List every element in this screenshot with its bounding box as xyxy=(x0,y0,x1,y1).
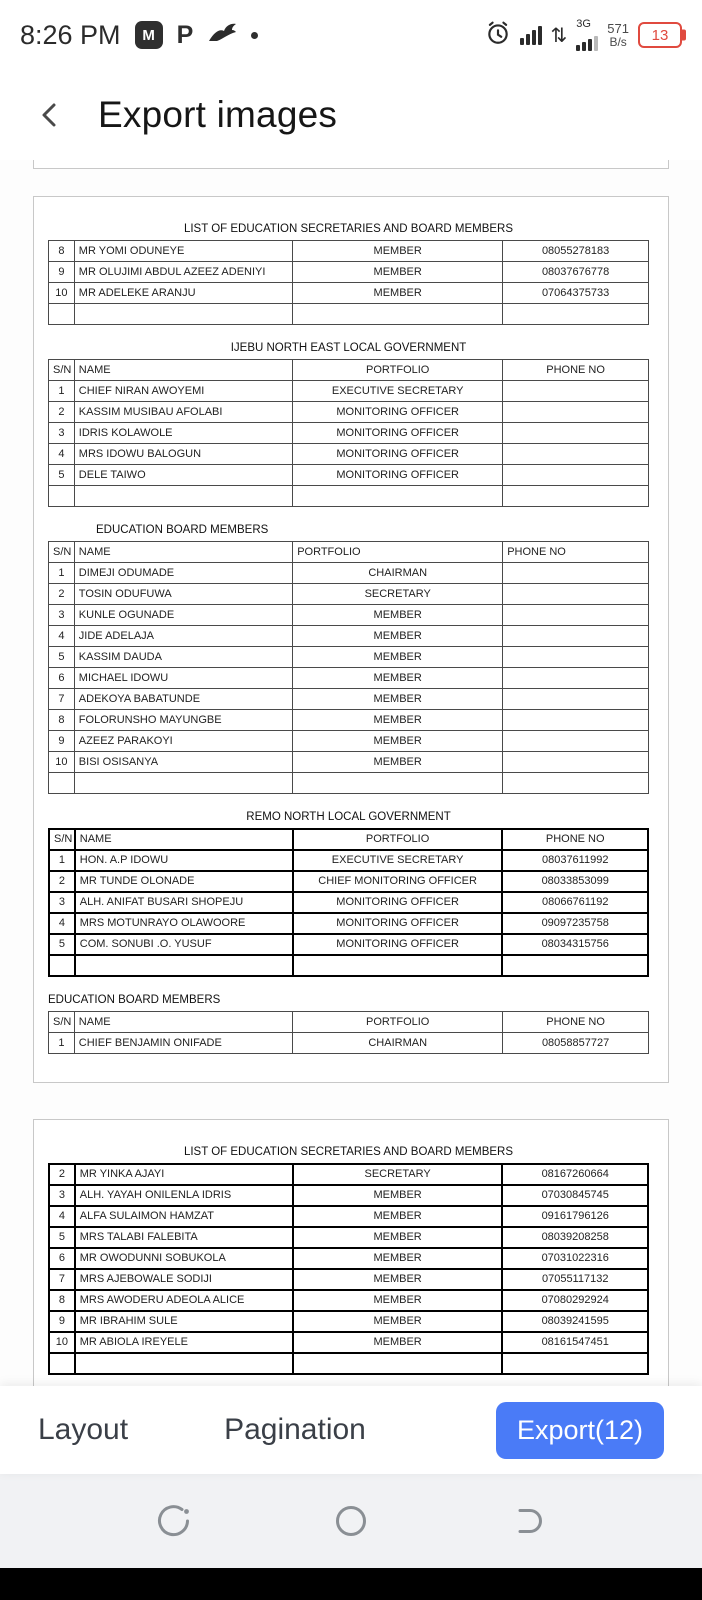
table-cell xyxy=(503,668,649,689)
back-button[interactable] xyxy=(28,93,72,137)
table-row xyxy=(49,605,649,626)
table-row xyxy=(49,381,649,402)
table-cell xyxy=(503,486,649,507)
table-cell: MEMBER xyxy=(293,262,503,283)
table-cell: 08037611992 xyxy=(502,850,648,871)
table-cell xyxy=(293,304,503,325)
table-cell: MEMBER xyxy=(293,605,503,626)
table-cell: JIDE ADELAJA xyxy=(74,626,292,647)
table-cell xyxy=(503,465,649,486)
table-cell xyxy=(74,773,292,794)
table-cell xyxy=(502,955,648,976)
table-cell: 3 xyxy=(49,605,75,626)
table-cell: 2 xyxy=(49,584,75,605)
table-row xyxy=(49,465,649,486)
table-cell: KUNLE OGUNADE xyxy=(74,605,292,626)
table-cell: 2 xyxy=(49,402,75,423)
network-speed-indicator xyxy=(607,22,629,48)
table-cell xyxy=(49,955,75,976)
table-cell: 08034315756 xyxy=(502,934,648,955)
document-table xyxy=(48,1011,649,1054)
alarm-icon xyxy=(485,20,511,51)
table-cell: 7 xyxy=(49,1269,75,1290)
table-cell: MEMBER xyxy=(293,241,503,262)
table-cell xyxy=(503,773,649,794)
table-row xyxy=(49,752,649,773)
battery-icon xyxy=(638,22,682,48)
table-cell xyxy=(503,563,649,584)
table-row xyxy=(49,689,649,710)
table-cell: MR OLUJIMI ABDUL AZEEZ ADENIYI xyxy=(74,262,292,283)
table-cell: MEMBER xyxy=(293,689,503,710)
table-row xyxy=(49,1227,648,1248)
column-header: PORTFOLIO xyxy=(293,360,503,381)
table-cell: 1 xyxy=(49,563,75,584)
table-cell: 07064375733 xyxy=(503,283,649,304)
table-cell: CHAIRMAN xyxy=(293,563,503,584)
export-button[interactable]: Export(12) xyxy=(496,1402,664,1459)
table-row xyxy=(49,773,649,794)
section-title: EDUCATION BOARD MEMBERS xyxy=(96,524,269,536)
table-cell xyxy=(49,304,75,325)
back-nav-button[interactable] xyxy=(504,1497,552,1545)
table-row xyxy=(49,1290,648,1311)
table-cell xyxy=(293,773,503,794)
table-cell: 8 xyxy=(49,710,75,731)
table-cell: MEMBER xyxy=(293,1227,503,1248)
table-row xyxy=(49,1185,648,1206)
table-cell: MEMBER xyxy=(293,626,503,647)
table-cell: 08161547451 xyxy=(502,1332,648,1353)
table-cell: MR TUNDE OLONADE xyxy=(75,871,293,892)
column-header: PHONE NO xyxy=(503,542,649,563)
table-cell: 08058857727 xyxy=(503,1033,649,1054)
table-cell: 09097235758 xyxy=(502,913,648,934)
pagination-button[interactable]: Pagination xyxy=(224,1413,366,1446)
recents-icon xyxy=(155,1502,193,1540)
table-cell xyxy=(74,486,292,507)
table-cell: 07055117132 xyxy=(502,1269,648,1290)
table-cell: 08167260664 xyxy=(502,1164,648,1185)
column-header: NAME xyxy=(75,829,293,850)
table-cell: MEMBER xyxy=(293,710,503,731)
column-header: S/N xyxy=(49,360,75,381)
table-row xyxy=(49,1164,648,1185)
table-cell: 9 xyxy=(49,1311,75,1332)
table-cell xyxy=(503,731,649,752)
table-row xyxy=(49,423,649,444)
table-row xyxy=(49,262,649,283)
table-cell: 2 xyxy=(49,871,75,892)
table-row xyxy=(49,731,649,752)
table-cell: 4 xyxy=(49,1206,75,1227)
table-cell xyxy=(503,647,649,668)
table-cell: 10 xyxy=(49,752,75,773)
table-header-row xyxy=(49,360,649,381)
table-row xyxy=(49,304,649,325)
table-cell: MONITORING OFFICER xyxy=(293,444,503,465)
table-row xyxy=(49,647,649,668)
table-header-row xyxy=(49,829,648,850)
column-header: PORTFOLIO xyxy=(293,542,503,563)
table-cell: CHIEF MONITORING OFFICER xyxy=(293,871,503,892)
section-title: LIST OF EDUCATION SECRETARIES AND BOARD MEMBERS xyxy=(183,1146,514,1158)
table-row xyxy=(49,1269,648,1290)
bottom-black-bar xyxy=(0,1568,702,1600)
table-cell: CHIEF BENJAMIN ONIFADE xyxy=(74,1033,292,1054)
table-cell: 6 xyxy=(49,668,75,689)
table-cell: 6 xyxy=(49,1248,75,1269)
status-right-cluster xyxy=(485,19,682,51)
table-cell: FOLORUNSHO MAYUNGBE xyxy=(74,710,292,731)
column-header: S/N xyxy=(49,542,75,563)
table-row xyxy=(49,1033,649,1054)
table-cell: EXECUTIVE SECRETARY xyxy=(293,850,503,871)
table-cell: MEMBER xyxy=(293,1332,503,1353)
document-table xyxy=(48,359,649,507)
table-cell: 08066761192 xyxy=(502,892,648,913)
table-cell: MEMBER xyxy=(293,752,503,773)
table-section xyxy=(48,522,649,794)
recents-button[interactable] xyxy=(150,1497,198,1545)
table-section xyxy=(48,221,649,325)
table-cell: 1 xyxy=(49,850,75,871)
table-cell: MONITORING OFFICER xyxy=(293,423,503,444)
document-table xyxy=(48,1163,649,1375)
table-cell: 10 xyxy=(49,283,75,304)
table-cell: MONITORING OFFICER xyxy=(293,465,503,486)
header xyxy=(0,70,702,160)
mobile-data-icon xyxy=(576,19,598,51)
table-cell: MRS TALABI FALEBITA xyxy=(75,1227,293,1248)
table-row xyxy=(49,668,649,689)
column-header: S/N xyxy=(49,1012,75,1033)
overflow-dot-icon xyxy=(251,32,258,39)
table-section xyxy=(48,340,649,507)
table-row xyxy=(49,710,649,731)
table-cell: KASSIM DAUDA xyxy=(74,647,292,668)
section-title: LIST OF EDUCATION SECRETARIES AND BOARD MEMBERS xyxy=(183,223,514,235)
table-cell: MEMBER xyxy=(293,731,503,752)
signal-bars-icon xyxy=(520,25,542,45)
table-row xyxy=(49,871,648,892)
table-cell: MEMBER xyxy=(293,1311,503,1332)
table-cell: HON. A.P IDOWU xyxy=(75,850,293,871)
android-nav-bar xyxy=(0,1474,702,1568)
column-header: PHONE NO xyxy=(503,1012,649,1033)
table-row xyxy=(49,1248,648,1269)
table-cell xyxy=(503,423,649,444)
table-cell xyxy=(49,773,75,794)
table-row xyxy=(49,955,648,976)
table-cell: MRS IDOWU BALOGUN xyxy=(74,444,292,465)
table-cell: 08033853099 xyxy=(502,871,648,892)
document-table xyxy=(48,240,649,325)
table-cell: MR ADELEKE ARANJU xyxy=(74,283,292,304)
table-cell xyxy=(503,689,649,710)
table-row xyxy=(49,1353,648,1374)
section-title: IJEBU NORTH EAST LOCAL GOVERNMENT xyxy=(230,342,467,354)
table-cell xyxy=(503,710,649,731)
table-cell: DELE TAIWO xyxy=(74,465,292,486)
table-row xyxy=(49,1332,648,1353)
table-cell: MONITORING OFFICER xyxy=(293,913,503,934)
table-cell xyxy=(503,752,649,773)
table-row xyxy=(49,486,649,507)
table-cell: 08037676778 xyxy=(503,262,649,283)
section-title: REMO NORTH LOCAL GOVERNMENT xyxy=(246,811,451,823)
table-cell: MEMBER xyxy=(293,1248,503,1269)
layout-button[interactable]: Layout xyxy=(38,1413,129,1446)
table-cell xyxy=(503,444,649,465)
column-header: PORTFOLIO xyxy=(293,829,503,850)
table-row xyxy=(49,892,648,913)
table-cell: 1 xyxy=(49,381,75,402)
table-cell: MR OWODUNNI SOBUKOLA xyxy=(75,1248,293,1269)
table-cell xyxy=(293,1353,503,1374)
table-cell: MEMBER xyxy=(293,668,503,689)
column-header: NAME xyxy=(74,360,292,381)
back-icon xyxy=(509,1502,547,1540)
bottom-toolbar xyxy=(0,1386,702,1474)
column-header: S/N xyxy=(49,829,75,850)
clock-time: 8:26 PM xyxy=(20,19,121,50)
table-cell xyxy=(49,1353,75,1374)
table-cell: IDRIS KOLAWOLE xyxy=(74,423,292,444)
table-cell: 8 xyxy=(49,241,75,262)
document-table xyxy=(48,828,649,977)
table-cell: 07080292924 xyxy=(502,1290,648,1311)
status-bar xyxy=(0,0,702,70)
table-cell xyxy=(503,304,649,325)
table-cell: 08039241595 xyxy=(502,1311,648,1332)
table-cell: 3 xyxy=(49,423,75,444)
table-cell: ALH. ANIFAT BUSARI SHOPEJU xyxy=(75,892,293,913)
document-table xyxy=(48,541,649,794)
table-cell: KASSIM MUSIBAU AFOLABI xyxy=(74,402,292,423)
table-section xyxy=(48,809,649,977)
table-cell: AZEEZ PARAKOYI xyxy=(74,731,292,752)
table-cell xyxy=(503,626,649,647)
table-cell: MRS AWODERU ADEOLA ALICE xyxy=(75,1290,293,1311)
table-cell: 10 xyxy=(49,1332,75,1353)
table-cell: 4 xyxy=(49,626,75,647)
table-cell xyxy=(503,402,649,423)
table-row xyxy=(49,402,649,423)
table-cell: MR YOMI ODUNEYE xyxy=(74,241,292,262)
table-header-row xyxy=(49,1012,649,1033)
table-cell: MONITORING OFFICER xyxy=(293,402,503,423)
table-cell: MEMBER xyxy=(293,1206,503,1227)
speed-value: 571 xyxy=(607,20,629,36)
bird-notification-icon xyxy=(207,21,237,50)
table-cell: BISI OSISANYA xyxy=(74,752,292,773)
table-cell: 1 xyxy=(49,1033,75,1054)
table-row xyxy=(49,850,648,871)
table-cell: 3 xyxy=(49,1185,75,1206)
table-cell: 08055278183 xyxy=(503,241,649,262)
table-cell xyxy=(503,605,649,626)
table-cell: 5 xyxy=(49,1227,75,1248)
page-title: Export images xyxy=(98,94,338,135)
chevron-left-icon xyxy=(33,98,67,132)
section-title: EDUCATION BOARD MEMBERS xyxy=(48,994,221,1006)
page-card xyxy=(33,196,669,1083)
table-cell xyxy=(293,486,503,507)
table-cell: MEMBER xyxy=(293,1269,503,1290)
table-row xyxy=(49,444,649,465)
table-cell: 8 xyxy=(49,1290,75,1311)
network-type-label: 3G xyxy=(576,18,591,30)
table-cell: 07030845745 xyxy=(502,1185,648,1206)
battery-percent: 13 xyxy=(651,26,669,44)
table-cell: MEMBER xyxy=(293,283,503,304)
table-header-row xyxy=(49,542,649,563)
table-row xyxy=(49,241,649,262)
document-preview[interactable] xyxy=(0,160,702,1386)
table-cell xyxy=(75,1353,293,1374)
table-cell: ALH. YAYAH ONILENLA IDRIS xyxy=(75,1185,293,1206)
table-cell: MICHAEL IDOWU xyxy=(74,668,292,689)
table-row xyxy=(49,1206,648,1227)
home-button[interactable] xyxy=(327,1497,375,1545)
table-cell: 5 xyxy=(49,647,75,668)
table-cell: MRS MOTUNRAYO OLAWOORE xyxy=(75,913,293,934)
table-cell: 7 xyxy=(49,689,75,710)
table-cell: ADEKOYA BABATUNDE xyxy=(74,689,292,710)
network-activity-arrows-icon: ⇅ xyxy=(550,24,568,47)
pages-container xyxy=(33,196,669,1386)
column-header: PORTFOLIO xyxy=(293,1012,503,1033)
table-section xyxy=(48,1144,649,1375)
table-cell: MEMBER xyxy=(293,1185,503,1206)
table-cell: DIMEJI ODUMADE xyxy=(74,563,292,584)
table-cell: 09161796126 xyxy=(502,1206,648,1227)
table-row xyxy=(49,1311,648,1332)
table-row xyxy=(49,283,649,304)
table-row xyxy=(49,563,649,584)
table-cell: ALFA SULAIMON HAMZAT xyxy=(75,1206,293,1227)
table-cell: 07031022316 xyxy=(502,1248,648,1269)
table-cell: MR YINKA AJAYI xyxy=(75,1164,293,1185)
table-cell: 2 xyxy=(49,1164,75,1185)
table-cell: 4 xyxy=(49,913,75,934)
table-cell: 4 xyxy=(49,444,75,465)
table-cell: MRS AJEBOWALE SODIJI xyxy=(75,1269,293,1290)
column-header: PHONE NO xyxy=(502,829,648,850)
table-cell: COM. SONUBI .O. YUSUF xyxy=(75,934,293,955)
page-card-partial xyxy=(33,160,669,169)
table-cell: SECRETARY xyxy=(293,584,503,605)
column-header: NAME xyxy=(74,1012,292,1033)
table-cell: EXECUTIVE SECRETARY xyxy=(293,381,503,402)
speed-unit: B/s xyxy=(609,34,627,49)
table-row xyxy=(49,584,649,605)
table-cell: CHIEF NIRAN AWOYEMI xyxy=(74,381,292,402)
table-cell: 3 xyxy=(49,892,75,913)
table-cell xyxy=(502,1353,648,1374)
table-cell: MEMBER xyxy=(293,1290,503,1311)
table-row xyxy=(49,626,649,647)
table-cell: SECRETARY xyxy=(293,1164,503,1185)
p-app-notification-icon: P xyxy=(176,20,194,49)
table-cell: 9 xyxy=(49,262,75,283)
table-cell: MONITORING OFFICER xyxy=(293,934,503,955)
column-header: NAME xyxy=(74,542,292,563)
app-notification-icon: M xyxy=(135,21,163,49)
table-cell: CHAIRMAN xyxy=(293,1033,503,1054)
column-header: PHONE NO xyxy=(503,360,649,381)
table-cell xyxy=(293,955,503,976)
table-cell xyxy=(503,381,649,402)
page-card xyxy=(33,1119,669,1386)
table-cell xyxy=(49,486,75,507)
table-cell: MR IBRAHIM SULE xyxy=(75,1311,293,1332)
status-left-cluster xyxy=(20,20,258,51)
table-section xyxy=(48,992,649,1054)
table-cell xyxy=(75,955,293,976)
table-cell: MR ABIOLA IREYELE xyxy=(75,1332,293,1353)
table-cell xyxy=(74,304,292,325)
table-cell: 9 xyxy=(49,731,75,752)
table-cell: MONITORING OFFICER xyxy=(293,892,503,913)
table-row xyxy=(49,913,648,934)
table-cell: MEMBER xyxy=(293,647,503,668)
home-circle-icon xyxy=(332,1502,370,1540)
table-row xyxy=(49,934,648,955)
table-cell: 5 xyxy=(49,934,75,955)
table-cell xyxy=(503,584,649,605)
table-cell: 08039208258 xyxy=(502,1227,648,1248)
table-cell: TOSIN ODUFUWA xyxy=(74,584,292,605)
table-cell: 5 xyxy=(49,465,75,486)
